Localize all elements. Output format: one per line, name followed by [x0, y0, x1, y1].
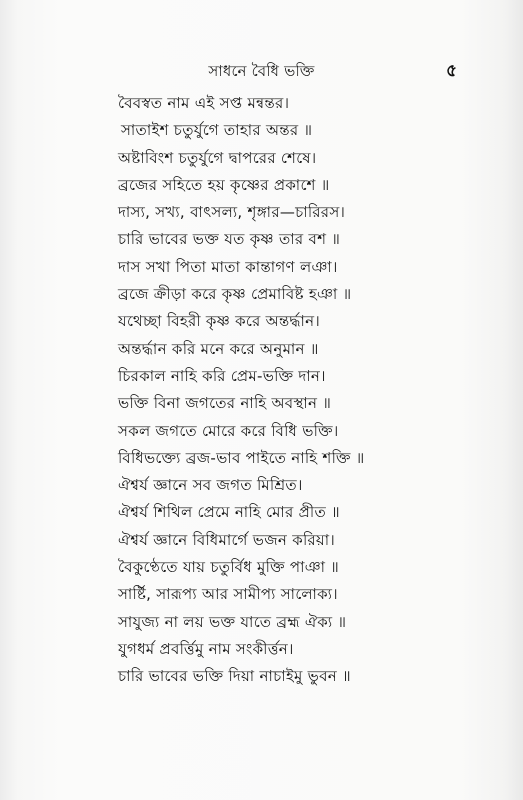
page-number: ৫	[446, 61, 458, 81]
verse-line: চিরকাল নাহি করি প্রেম-ভক্তি দান।	[118, 366, 326, 385]
verse-line: সাযুজ্য না লয় ভক্ত যাতে ব্রহ্ম ঐক্য ॥	[118, 612, 347, 631]
verse-line: ঐশ্বর্য জ্ঞানে বিধিমার্গে ভজন করিয়া।	[118, 530, 336, 549]
verse-line: অষ্টাবিংশ চতুর্যুগে দ্বাপরের শেষে।	[118, 148, 317, 167]
verse-line: ঐশ্বর্য শিথিল প্রেমে নাহি মোর প্রীত ॥	[118, 503, 340, 522]
verse-line: ব্রজের সহিতে হয় কৃষ্ণের প্রকাশে ॥	[118, 175, 330, 194]
verse-line: দাস্য, সখ্য, বাৎসল্য, শৃঙ্গার—চারিরস।	[118, 203, 346, 222]
verse-line: দাস সখা পিতা মাতা কান্তাগণ লঞা।	[118, 257, 338, 276]
running-head: সাধনে বৈধি ভক্তি	[208, 62, 315, 80]
verse-line: ব্রজে ক্রীড়া করে কৃষ্ণ প্রেমাবিষ্ট হঞা ॥	[118, 285, 352, 304]
verse-line: ভক্তি বিনা জগতের নাহি অবস্থান ॥	[118, 394, 332, 413]
verse-line: বৈকুণ্ঠেতে যায় চতুর্বিধ মুক্তি পাঞা ॥	[118, 558, 340, 577]
verse-line: ঐশ্বর্য জ্ঞানে সব জগত মিশ্রিত।	[118, 476, 303, 495]
verse-line: যুগধর্ম প্রবর্ত্তিমু নাম সংকীর্ত্তন।	[118, 639, 294, 658]
verse-line: বিধিভক্ত্যে ব্রজ-ভাব পাইতে নাহি শক্তি ॥	[118, 448, 365, 467]
verse-block	[118, 90, 365, 691]
verse-line: যথেচ্ছা বিহরী কৃষ্ণ করে অন্তর্দ্ধান।	[118, 312, 321, 331]
verse-line: অন্তর্দ্ধান করি মনে করে অনুমান ॥	[118, 339, 319, 358]
verse-line: চারি ভাবের ভক্ত যত কৃষ্ণ তার বশ ॥	[118, 230, 341, 249]
verse-line: সকল জগতে মোরে করে বিধি ভক্তি।	[118, 421, 339, 440]
verse-line: সাতাইশ চতুর্যুগে তাহার অন্তর ॥	[121, 121, 313, 140]
verse-line: সার্ষ্টি, সারূপ্য আর সামীপ্য সালোক্য।	[118, 585, 338, 604]
verse-line: বৈবস্বত নাম এই সপ্ত মন্বন্তর।	[118, 94, 290, 112]
verse-line: চারি ভাবের ভক্তি দিয়া নাচাইমু ভুবন ॥	[118, 667, 351, 686]
